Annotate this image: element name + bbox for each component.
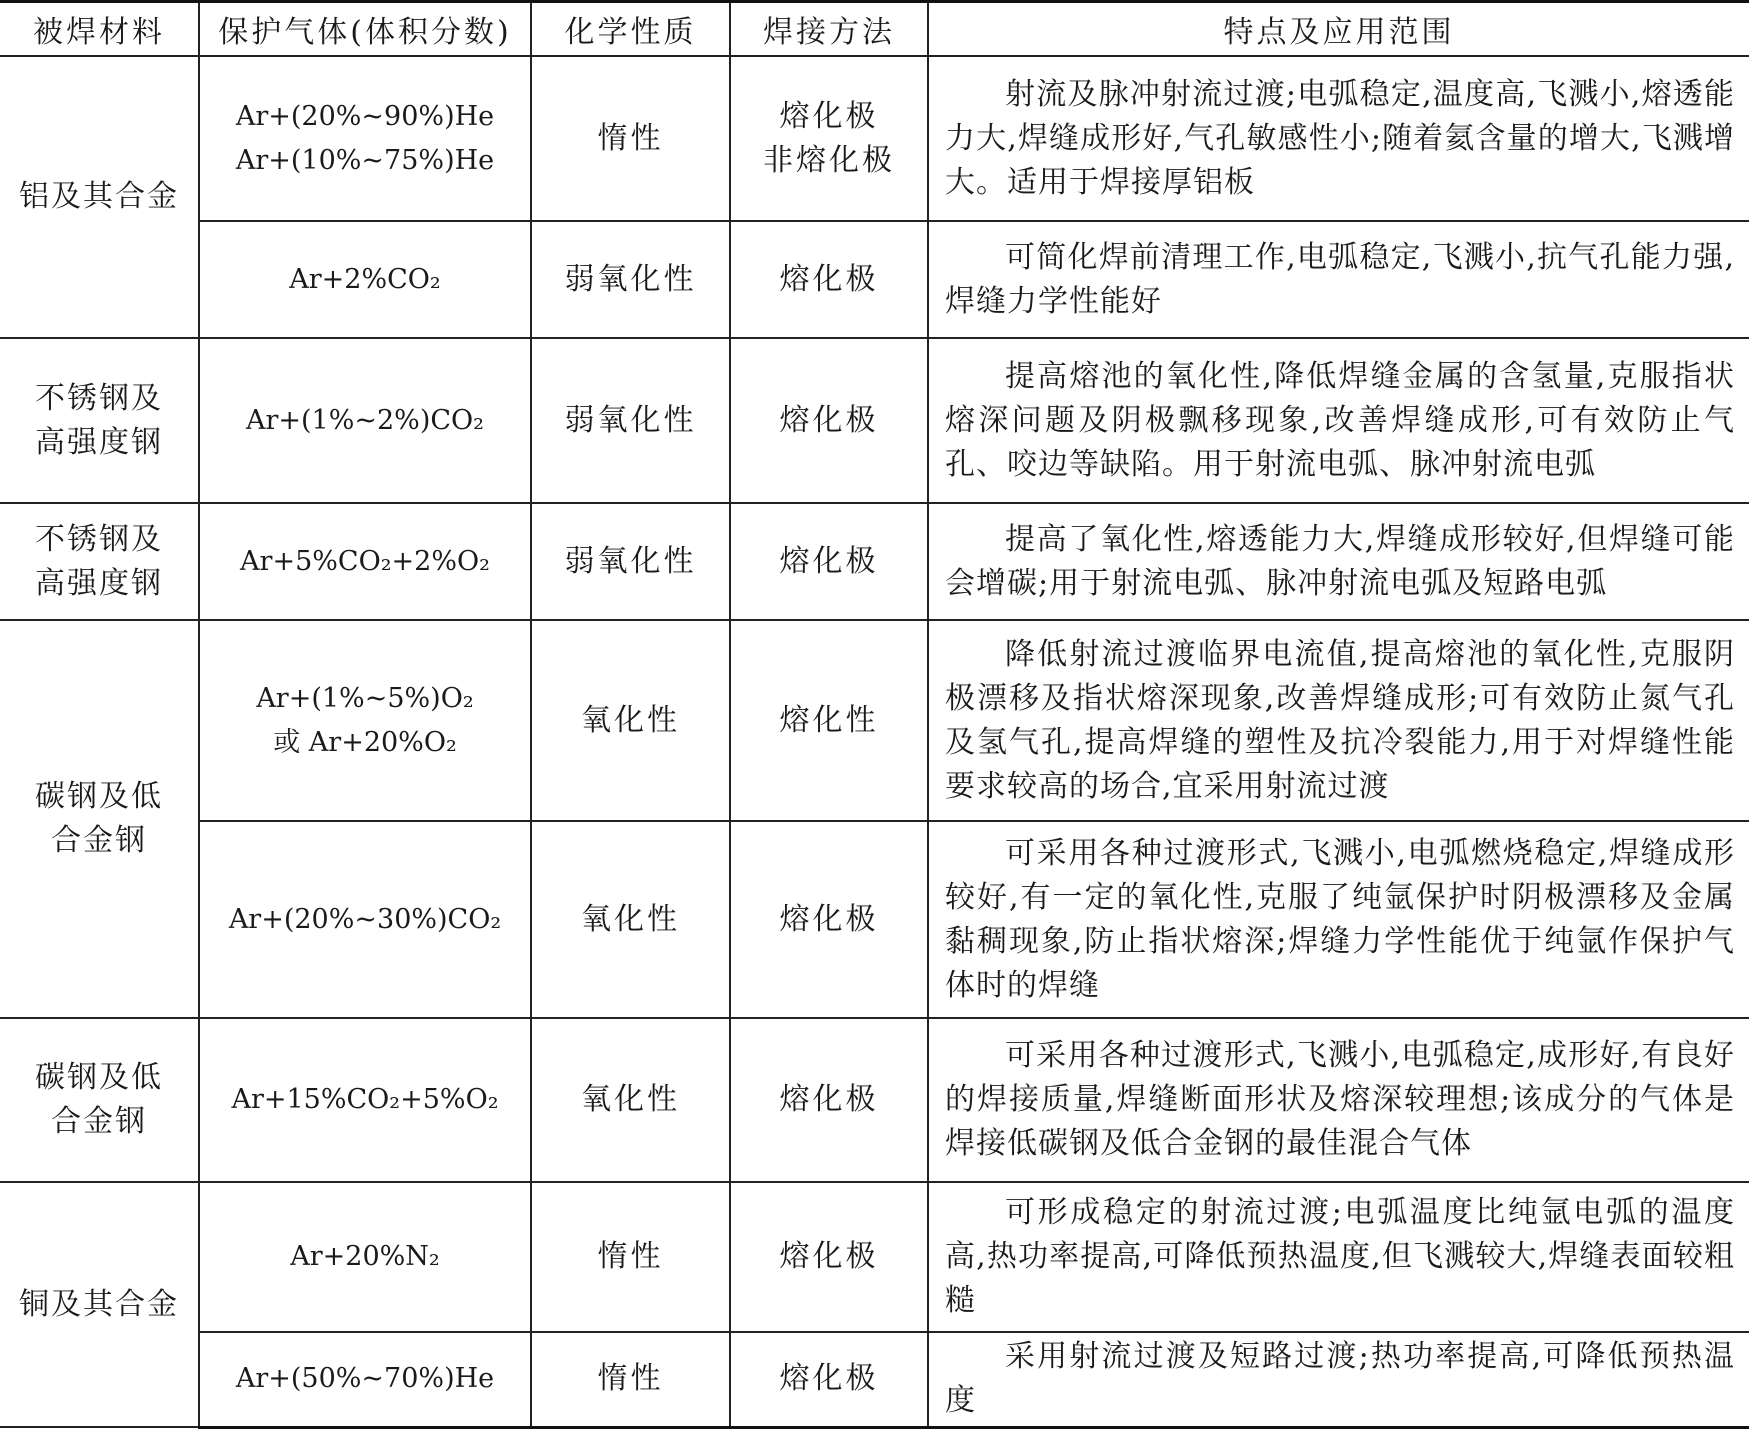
material-cell [0, 1018, 199, 1182]
header-features: 特点及应用范围 [928, 2, 1749, 57]
nature-cell: 弱氧化性 [531, 503, 730, 620]
material-text: 铜及其合金 [19, 1286, 179, 1322]
method-cell [730, 1332, 928, 1427]
gas-cell [199, 503, 531, 620]
method-cell [730, 821, 928, 1018]
material-cell [0, 1182, 199, 1427]
gas-cell [199, 1182, 531, 1332]
method-line: 非熔化极 [763, 142, 895, 178]
features-cell: 可形成稳定的射流过渡;电弧温度比纯氩电弧的温度高,热功率提高,可降低预热温度,但飞溅较大,焊缝表面较粗糙 [928, 1182, 1749, 1332]
nature-cell: 惰性 [531, 1332, 730, 1427]
material-text: 不锈钢及高强度钢 [35, 380, 163, 460]
table-row [0, 1332, 1749, 1427]
method-line: 熔化性 [779, 702, 879, 738]
material-cell [0, 56, 199, 338]
header-method: 焊接方法 [730, 2, 928, 57]
method-line: 熔化极 [779, 1361, 879, 1397]
nature-cell: 惰性 [531, 56, 730, 221]
material-text: 碳钢及低合金钢 [35, 779, 163, 858]
method-line: 熔化极 [779, 261, 879, 297]
gas-line: Ar+2%CO₂ [289, 263, 441, 295]
table-row [0, 503, 1749, 620]
material-cell [0, 338, 199, 503]
gas-cell [199, 1332, 531, 1427]
method-cell [730, 1182, 928, 1332]
header-row [0, 2, 1749, 57]
header-nature: 化学性质 [531, 2, 730, 57]
features-cell: 提高熔池的氧化性,降低焊缝金属的含氢量,克服指状熔深问题及阴极飘移现象,改善焊缝成形,可有效防止气孔、咬边等缺陷。用于射流电弧、脉冲射流电弧 [928, 338, 1749, 503]
material-text: 铝及其合金 [19, 179, 179, 214]
gas-line: Ar+(20%~90%)He [235, 100, 495, 132]
nature-cell: 弱氧化性 [531, 338, 730, 503]
features-cell: 提高了氧化性,熔透能力大,焊缝成形较好,但焊缝可能会增碳;用于射流电弧、脉冲射流电弧及短路电弧 [928, 503, 1749, 620]
gas-line: Ar+20%N₂ [290, 1241, 440, 1272]
table-row [0, 1018, 1749, 1182]
nature-cell: 惰性 [531, 1182, 730, 1332]
nature-cell: 氧化性 [531, 1018, 730, 1182]
material-cell [0, 503, 199, 620]
method-cell [730, 1018, 928, 1182]
features-cell: 可采用各种过渡形式,飞溅小,电弧稳定,成形好,有良好的焊接质量,焊缝断面形状及熔深较理想;该成分的气体是焊接低碳钢及低合金钢的最佳混合气体 [928, 1018, 1749, 1182]
gas-cell [199, 821, 531, 1018]
gas-cell [199, 221, 531, 338]
gas-line: Ar+(10%~75%)He [235, 144, 495, 176]
features-cell: 可简化焊前清理工作,电弧稳定,飞溅小,抗气孔能力强,焊缝力学性能好 [928, 221, 1749, 338]
material-cell [0, 620, 199, 1018]
gas-line: Ar+(1%~5%)O₂ [256, 682, 474, 714]
method-cell [730, 503, 928, 620]
features-cell: 采用射流过渡及短路过渡;热功率提高,可降低预热温度 [928, 1332, 1749, 1427]
method-cell [730, 221, 928, 338]
table-row [0, 221, 1749, 338]
table-row [0, 821, 1749, 1018]
table-row [0, 56, 1749, 221]
method-line: 熔化极 [779, 1239, 879, 1274]
method-line: 熔化极 [779, 402, 879, 438]
gas-cell [199, 1018, 531, 1182]
gas-line: Ar+5%CO₂+2%O₂ [240, 545, 490, 577]
nature-cell: 氧化性 [531, 821, 730, 1018]
gas-cell [199, 620, 531, 821]
method-line: 熔化极 [779, 1082, 879, 1117]
gas-cell [199, 56, 531, 221]
table-row [0, 1182, 1749, 1332]
features-cell: 可采用各种过渡形式,飞溅小,电弧燃烧稳定,焊缝成形较好,有一定的氧化性,克服了纯氩保护时阴极漂移及金属黏稠现象,防止指状熔深;焊缝力学性能优于纯氩作保护气体时的焊缝 [928, 821, 1749, 1018]
material-text: 碳钢及低合金钢 [35, 1060, 163, 1139]
features-cell: 降低射流过渡临界电流值,提高熔池的氧化性,克服阴极漂移及指状熔深现象,改善焊缝成形;可有效防止氮气孔及氢气孔,提高焊缝的塑性及抗冷裂能力,用于对焊缝性能要求较高的场合,宜采用射流过渡 [928, 620, 1749, 821]
gas-line: Ar+(20%~30%)CO₂ [228, 903, 502, 935]
method-cell [730, 338, 928, 503]
gas-line: 或 Ar+20%O₂ [273, 726, 457, 758]
features-cell: 射流及脉冲射流过渡;电弧稳定,温度高,飞溅小,熔透能力大,焊缝成形好,气孔敏感性小;随着氦含量的增大,飞溅增大。适用于焊接厚铝板 [928, 56, 1749, 221]
header-gas: 保护气体(体积分数) [199, 2, 531, 57]
method-cell [730, 620, 928, 821]
gas-line: Ar+(50%~70%)He [235, 1363, 495, 1395]
gas-cell [199, 338, 531, 503]
header-material: 被焊材料 [0, 2, 199, 57]
gas-line: Ar+15%CO₂+5%O₂ [231, 1084, 499, 1115]
nature-cell: 氧化性 [531, 620, 730, 821]
nature-cell: 弱氧化性 [531, 221, 730, 338]
material-text: 不锈钢及高强度钢 [35, 521, 163, 601]
method-line: 熔化极 [779, 901, 879, 937]
method-cell [730, 56, 928, 221]
method-line: 熔化极 [779, 543, 879, 579]
table-row [0, 338, 1749, 503]
gas-line: Ar+(1%~2%)CO₂ [245, 404, 484, 436]
table-row [0, 620, 1749, 821]
method-line: 熔化极 [779, 98, 879, 134]
